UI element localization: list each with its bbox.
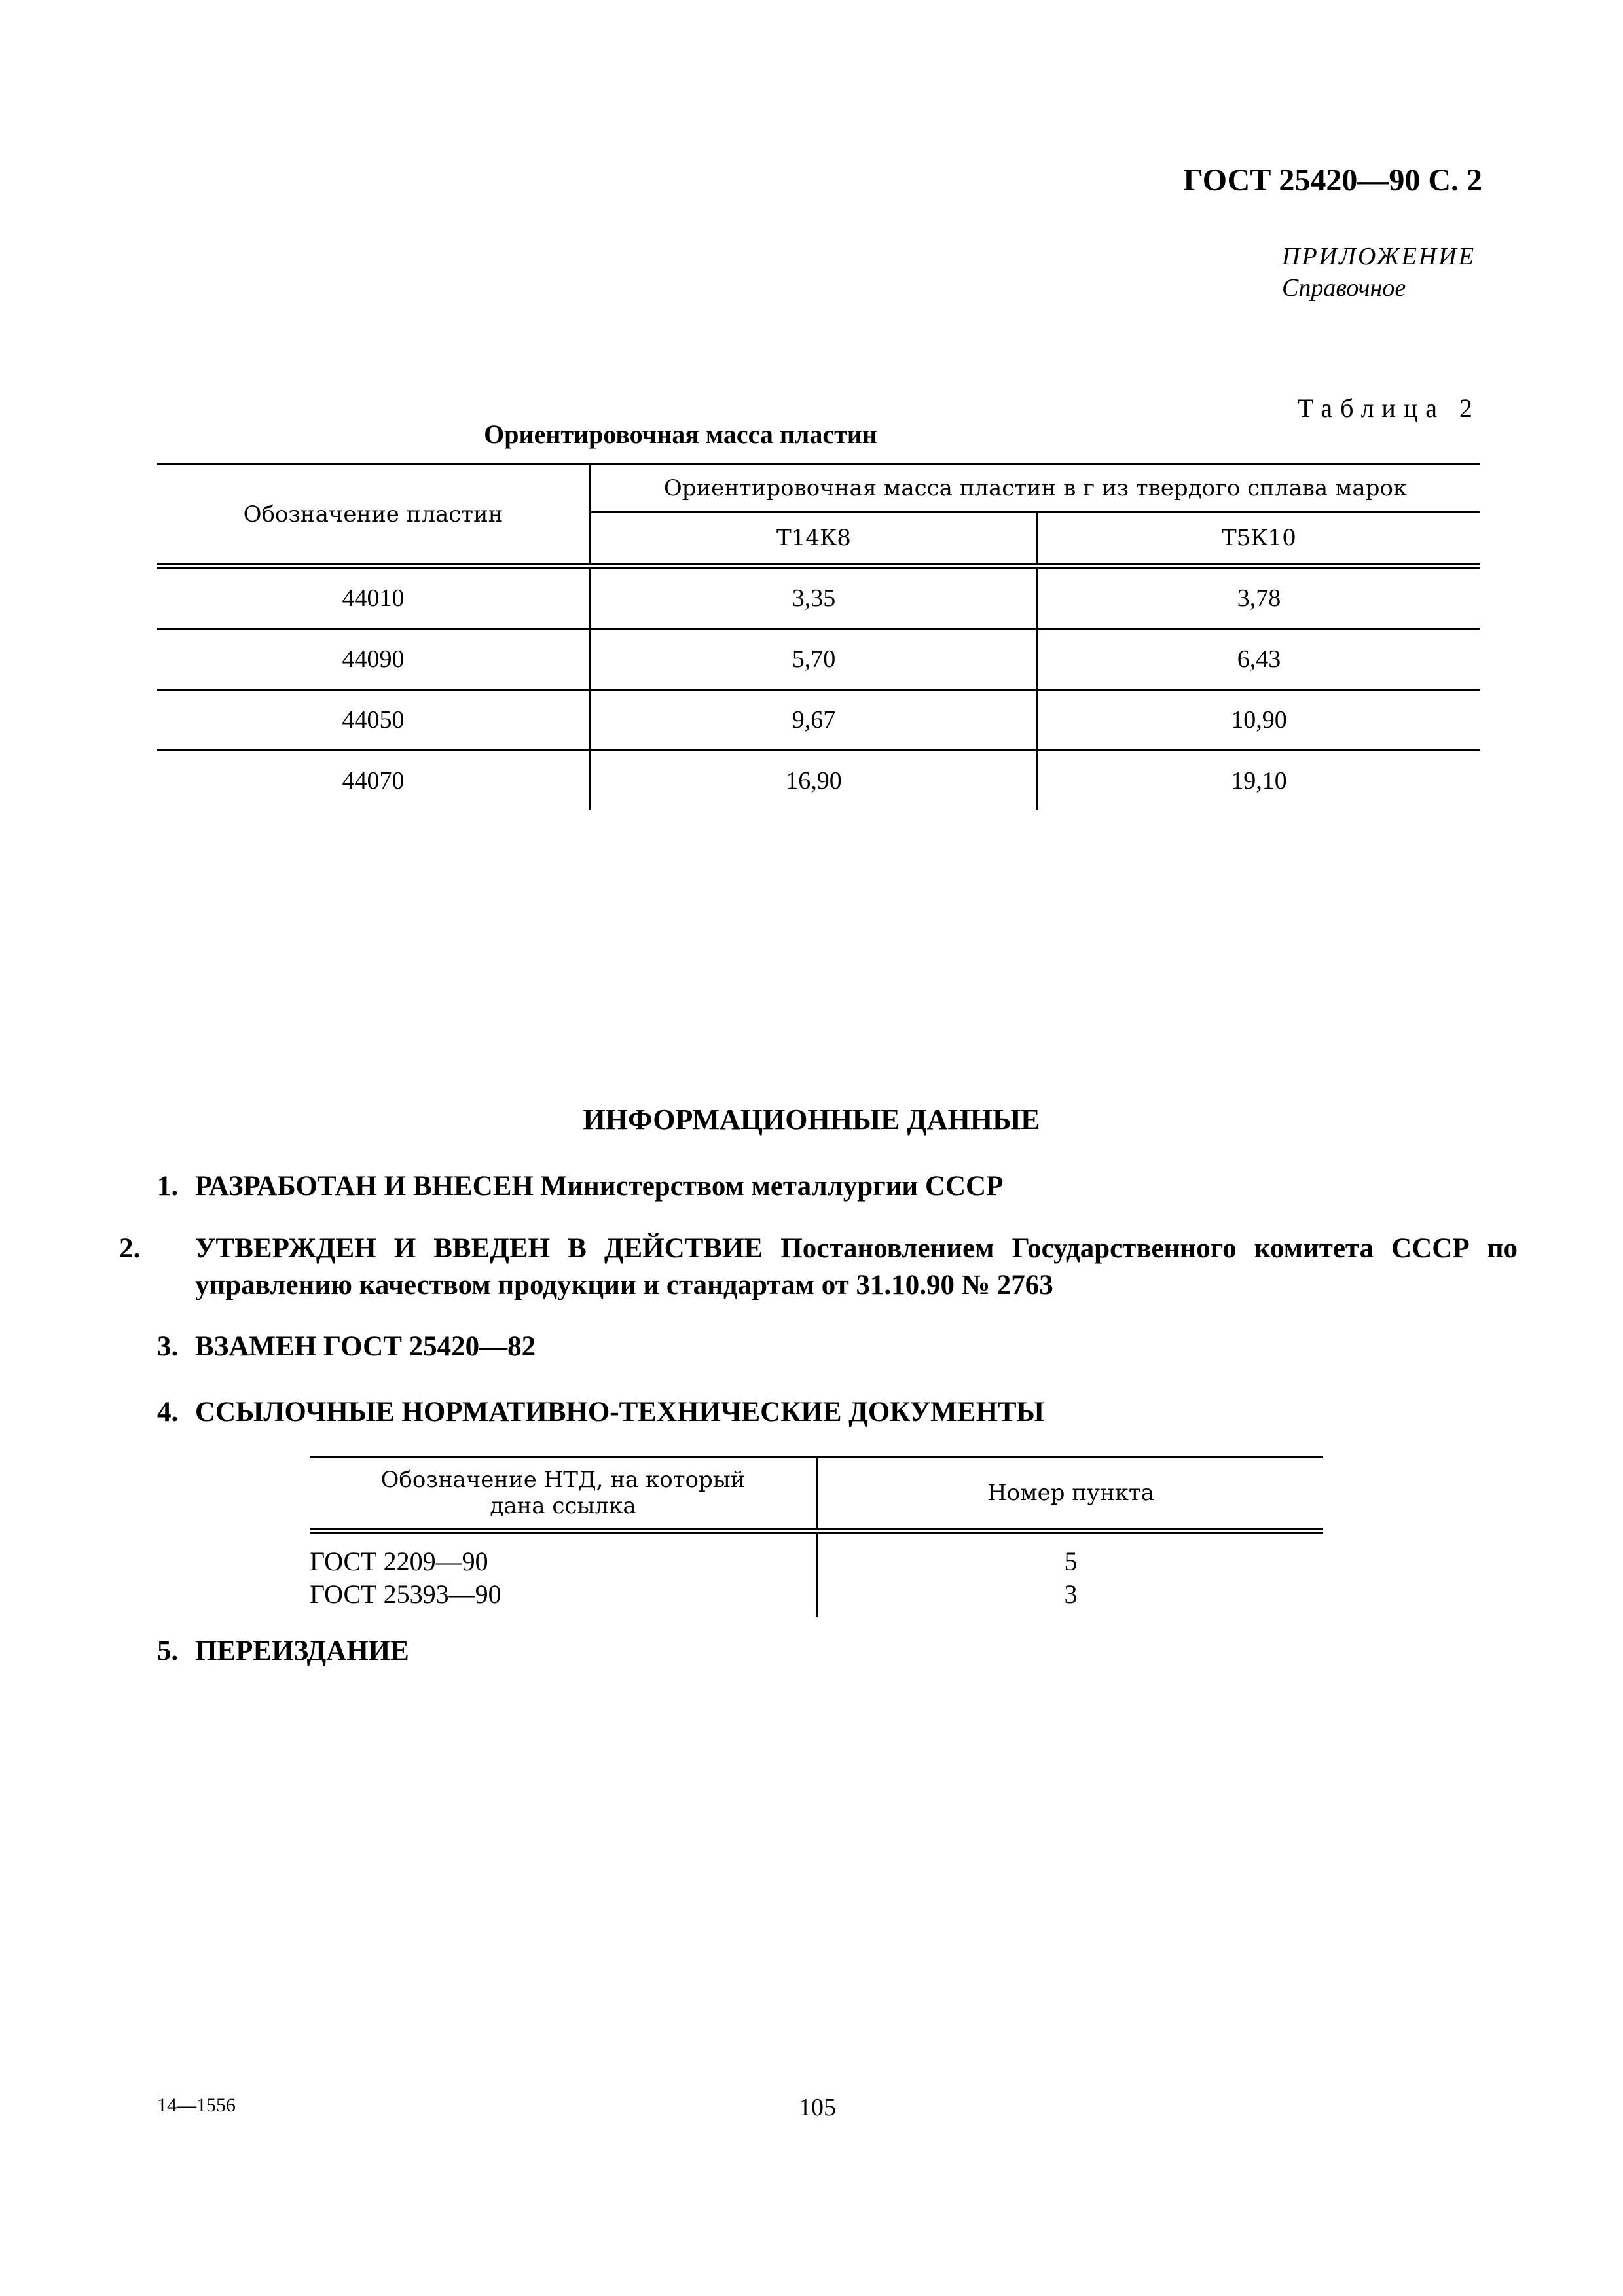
cell-t14k8: 9,67 bbox=[591, 690, 1038, 751]
header-designation: Обозначение пластин bbox=[157, 465, 591, 566]
item-number: 1. bbox=[157, 1171, 179, 1202]
document-code: ГОСТ 25420—90 С. 2 bbox=[1183, 163, 1482, 198]
cell-t14k8: 16,90 bbox=[591, 751, 1038, 811]
cell-designation: 44090 bbox=[157, 629, 591, 690]
info-item-5 bbox=[157, 1633, 1480, 1670]
table-row bbox=[157, 629, 1480, 690]
item-lead: УТВЕРЖДЕН И ВВЕДЕН В ДЕЙСТВИЕ bbox=[195, 1233, 763, 1264]
ref-header-line2: дана ссылка bbox=[490, 1493, 636, 1519]
cell-t5k10: 6,43 bbox=[1038, 629, 1480, 690]
info-item-2 bbox=[119, 1230, 1518, 1304]
cell-t14k8: 5,70 bbox=[591, 629, 1038, 690]
ref-row-clause: 5 bbox=[1064, 1547, 1078, 1576]
appendix-subtitle: Справочное bbox=[1282, 274, 1406, 302]
ref-header-line1: Обозначение НТД, на который bbox=[380, 1467, 746, 1493]
cell-designation: 44070 bbox=[157, 751, 591, 811]
ref-row-clause: 3 bbox=[1064, 1579, 1078, 1609]
table-number: Таблица 2 bbox=[1297, 393, 1480, 423]
header-mass-group: Ориентировочная масса пластин в г из твердого сплава марок bbox=[591, 465, 1480, 512]
header-t14k8: Т14К8 bbox=[591, 512, 1038, 566]
cell-t14k8: 3,35 bbox=[591, 566, 1038, 629]
info-title bbox=[0, 1103, 1623, 1136]
ref-header-clause: Номер пункта bbox=[818, 1458, 1324, 1531]
table-title bbox=[0, 419, 1623, 450]
item-lead: ССЫЛОЧНЫЕ НОРМАТИВНО-ТЕХНИЧЕСКИЕ ДОКУМЕНТЫ bbox=[195, 1397, 1044, 1427]
cell-t5k10: 3,78 bbox=[1038, 566, 1480, 629]
page-number: 105 bbox=[799, 2094, 836, 2121]
cell-designation: 44050 bbox=[157, 690, 591, 751]
item-lead: ПЕРЕИЗДАНИЕ bbox=[195, 1636, 409, 1666]
table-row bbox=[157, 690, 1480, 751]
item-number: 4. bbox=[157, 1397, 179, 1427]
item-lead: ВЗАМЕН ГОСТ 25420—82 bbox=[195, 1331, 536, 1362]
footer-code: 14—1556 bbox=[157, 2094, 236, 2116]
cell-t5k10: 19,10 bbox=[1231, 767, 1287, 795]
ref-header-row bbox=[310, 1458, 1323, 1531]
cell-designation: 44010 bbox=[157, 566, 591, 629]
info-item-4 bbox=[157, 1394, 1480, 1431]
table-title-text: Ориентировочная масса пластин bbox=[484, 420, 877, 449]
info-item-3 bbox=[157, 1329, 1480, 1365]
item-text: Постановлением Государственного комитета СССР по управлению качеством продукции и стандартам от 31.10.90 № 2763 bbox=[195, 1233, 1518, 1300]
ref-clauses bbox=[818, 1531, 1324, 1618]
ref-row-designation: ГОСТ 2209—90 bbox=[310, 1547, 488, 1576]
item-number: 2. bbox=[119, 1233, 141, 1264]
ref-row-designation: ГОСТ 25393—90 bbox=[310, 1579, 501, 1609]
item-number: 3. bbox=[157, 1331, 179, 1362]
info-item-1 bbox=[157, 1168, 1480, 1205]
cell-t5k10: 10,90 bbox=[1038, 690, 1480, 751]
ref-header-designation bbox=[310, 1458, 818, 1531]
info-title-text: ИНФОРМАЦИОННЫЕ ДАННЫЕ bbox=[583, 1103, 1040, 1136]
mass-table bbox=[157, 463, 1480, 810]
table-row bbox=[157, 566, 1480, 629]
ref-designations bbox=[310, 1531, 818, 1618]
item-number: 5. bbox=[157, 1636, 179, 1666]
ref-body-row bbox=[310, 1531, 1323, 1618]
reference-table bbox=[310, 1456, 1323, 1617]
table-header-row bbox=[157, 465, 1480, 512]
header-t5k10: Т5К10 bbox=[1222, 525, 1296, 551]
appendix-block bbox=[1282, 241, 1476, 304]
table-row bbox=[157, 751, 1480, 811]
item-text: Министерством металлургии СССР bbox=[533, 1171, 1004, 1202]
item-lead: РАЗРАБОТАН И ВНЕСЕН bbox=[195, 1171, 534, 1202]
appendix-title: ПРИЛОЖЕНИЕ bbox=[1282, 243, 1476, 270]
